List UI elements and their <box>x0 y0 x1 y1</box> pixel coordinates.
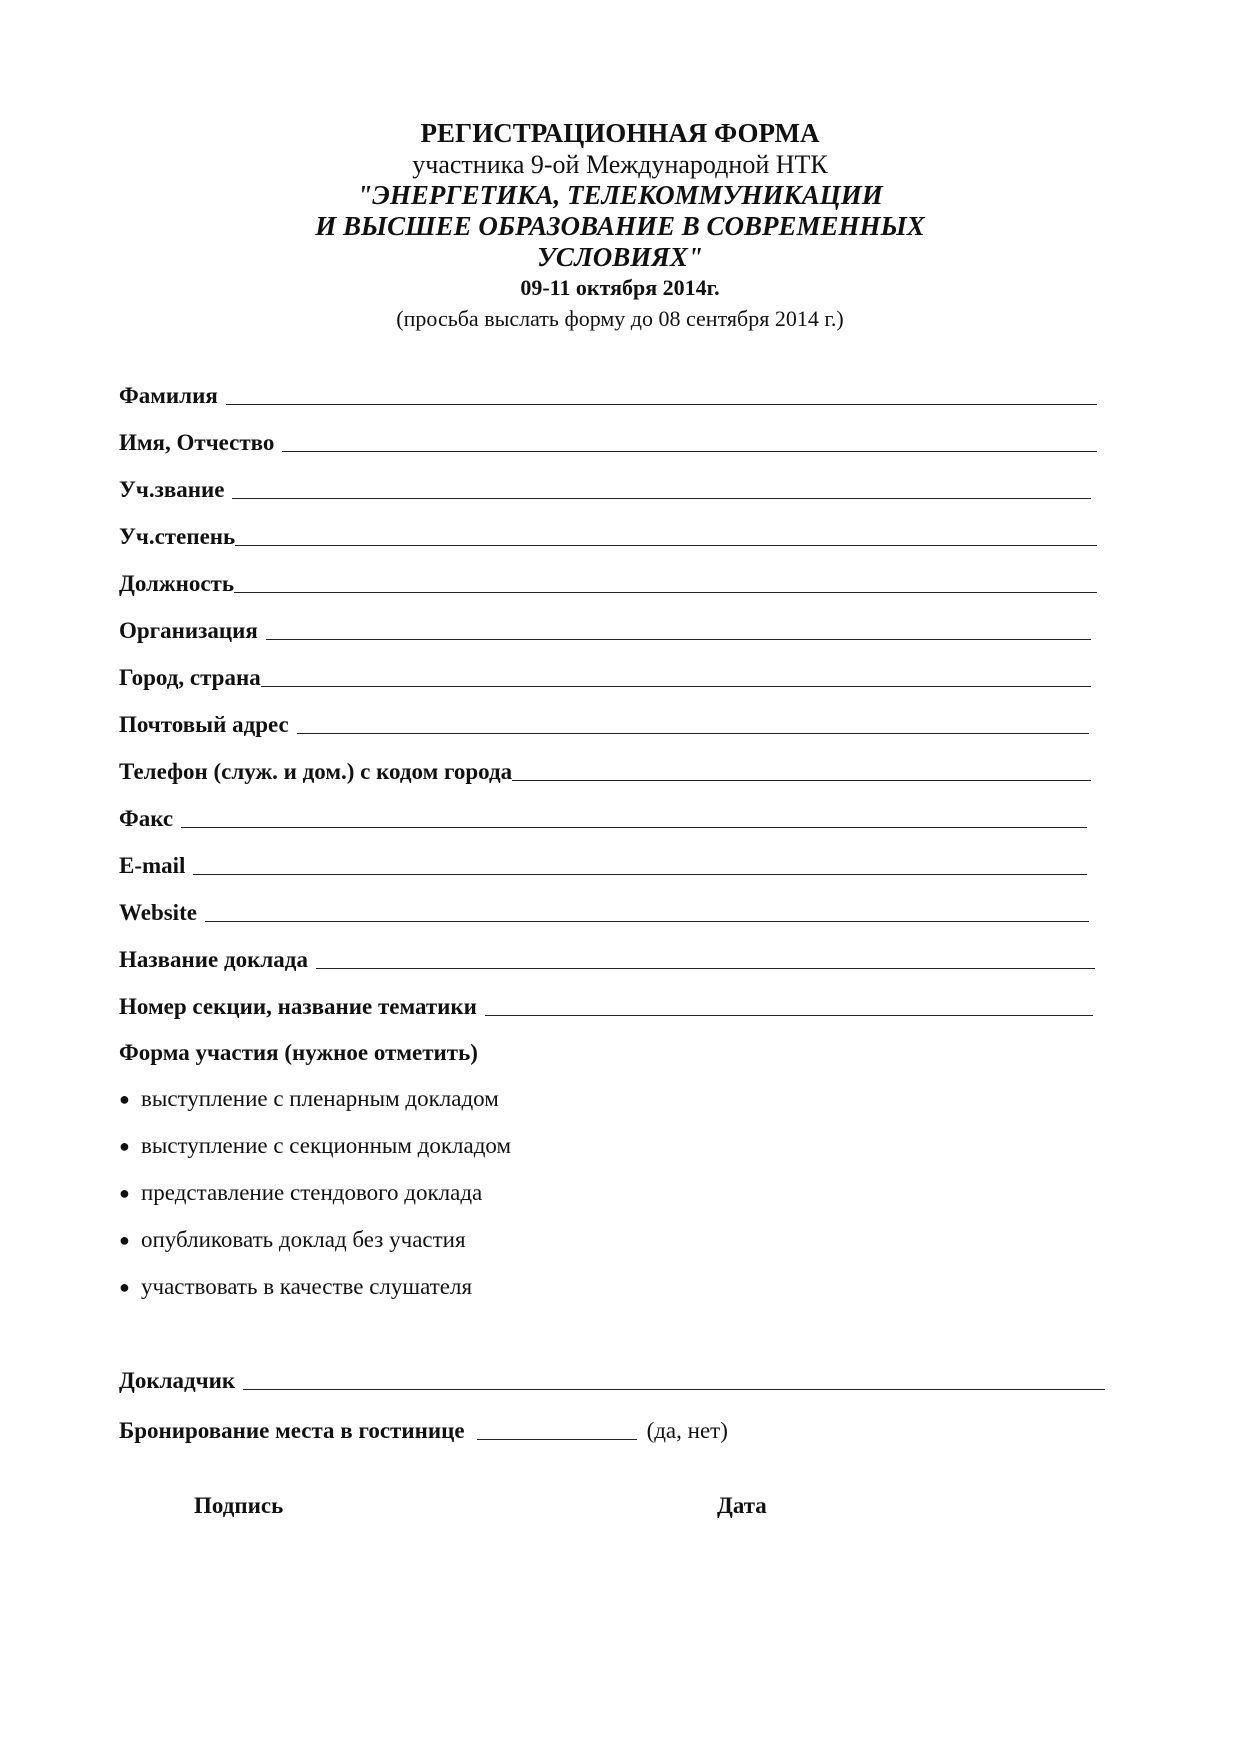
date-label: Дата <box>717 1493 767 1518</box>
hotel-booking-hint: (да, нет) <box>646 1418 728 1443</box>
hotel-booking-line[interactable] <box>477 1439 637 1440</box>
website-line[interactable] <box>205 921 1089 922</box>
bullet-icon: ● <box>119 1276 130 1297</box>
section-field[interactable] <box>119 988 1093 1020</box>
section-line[interactable] <box>485 1015 1093 1016</box>
academic-degree-field[interactable] <box>119 518 1097 550</box>
city-country-line[interactable] <box>261 686 1091 687</box>
participation-option-poster[interactable] <box>119 1180 482 1206</box>
speaker-field[interactable] <box>119 1362 1105 1394</box>
postal-address-field[interactable] <box>119 706 1089 738</box>
option-label: выступление с пленарным докладом <box>141 1086 499 1111</box>
fax-label: Факс <box>119 806 174 831</box>
academic-title-field[interactable] <box>119 471 1091 503</box>
conference-name-line1: "ЭНЕРГЕТИКА, ТЕЛЕКОММУНИКАЦИИ <box>357 180 883 210</box>
form-header <box>0 118 1240 334</box>
fax-field[interactable] <box>119 800 1087 832</box>
city-country-field[interactable] <box>119 659 1091 691</box>
speaker-label: Докладчик <box>119 1368 236 1393</box>
report-title-label: Название доклада <box>119 947 308 972</box>
surname-field[interactable] <box>119 377 1097 409</box>
bullet-icon: ● <box>119 1088 130 1109</box>
name-patronymic-label: Имя, Отчество <box>119 430 275 455</box>
name-patronymic-field[interactable] <box>119 424 1097 456</box>
participation-option-section[interactable] <box>119 1133 511 1159</box>
position-label: Должность <box>119 571 235 596</box>
city-country-label: Город, страна <box>119 665 261 690</box>
participation-option-plenary[interactable] <box>119 1086 499 1112</box>
phone-field[interactable] <box>119 753 1091 785</box>
conference-name-line2: И ВЫСШЕЕ ОБРАЗОВАНИЕ В СОВРЕМЕННЫХ <box>315 211 925 241</box>
report-title-line[interactable] <box>316 968 1095 969</box>
postal-address-line[interactable] <box>297 733 1089 734</box>
option-label: участвовать в качестве слушателя <box>141 1274 473 1299</box>
conference-name-line3: УСЛОВИЯХ" <box>537 242 703 272</box>
academic-degree-line[interactable] <box>235 545 1097 546</box>
academic-degree-label: Уч.степень <box>119 524 236 549</box>
email-line[interactable] <box>193 874 1087 875</box>
name-patronymic-line[interactable] <box>282 451 1097 452</box>
form-subtitle: участника 9-ой Международной НТК <box>412 150 828 179</box>
participation-option-publish-only[interactable] <box>119 1227 466 1253</box>
phone-label: Телефон (служ. и дом.) с кодом города <box>119 759 513 784</box>
website-field[interactable] <box>119 894 1089 926</box>
bullet-icon: ● <box>119 1135 130 1156</box>
organization-label: Организация <box>119 618 258 643</box>
surname-label: Фамилия <box>119 383 218 408</box>
hotel-booking-field[interactable] <box>119 1412 728 1444</box>
conference-dates: 09-11 октября 2014г. <box>520 275 720 300</box>
speaker-line[interactable] <box>243 1389 1105 1390</box>
website-label: Website <box>119 900 197 925</box>
email-field[interactable] <box>119 847 1087 879</box>
bullet-icon: ● <box>119 1229 130 1250</box>
submission-note: (просьба выслать форму до 08 сентября 2014 г.) <box>396 306 844 331</box>
surname-line[interactable] <box>226 404 1097 405</box>
academic-title-line[interactable] <box>232 498 1091 499</box>
phone-line[interactable] <box>512 780 1091 781</box>
option-label: выступление с секционным докладом <box>141 1133 512 1158</box>
option-label: опубликовать доклад без участия <box>141 1227 466 1252</box>
report-title-field[interactable] <box>119 941 1095 973</box>
participation-option-listener[interactable] <box>119 1274 472 1300</box>
bullet-icon: ● <box>119 1182 130 1203</box>
form-title: РЕГИСТРАЦИОННАЯ ФОРМА <box>420 118 820 148</box>
position-line[interactable] <box>234 592 1097 593</box>
email-label: E-mail <box>119 853 186 878</box>
option-label: представление стендового доклада <box>141 1180 483 1205</box>
signature-label: Подпись <box>194 1493 284 1518</box>
section-label: Номер секции, название тематики <box>119 994 477 1019</box>
fax-line[interactable] <box>181 827 1087 828</box>
organization-line[interactable] <box>266 639 1091 640</box>
academic-title-label: Уч.звание <box>119 477 225 502</box>
participation-title: Форма участия (нужное отметить) <box>119 1040 478 1065</box>
hotel-booking-label: Бронирование места в гостинице <box>119 1418 465 1443</box>
position-field[interactable] <box>119 565 1097 597</box>
organization-field[interactable] <box>119 612 1091 644</box>
postal-address-label: Почтовый адрес <box>119 712 289 737</box>
